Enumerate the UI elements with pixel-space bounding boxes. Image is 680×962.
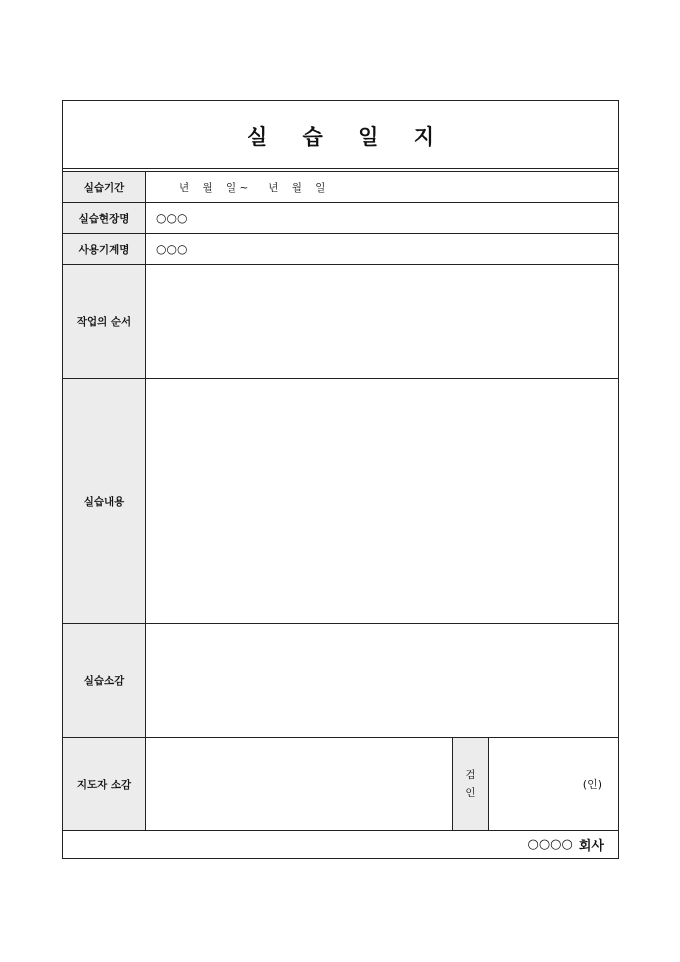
work-order-row	[63, 265, 618, 379]
seal-text: (인)	[582, 778, 602, 791]
site-field[interactable]: ○○○	[156, 211, 188, 225]
content-row	[63, 379, 618, 624]
stamp-label-bottom: 인	[465, 787, 476, 799]
stamp-label-top: 검	[465, 769, 476, 781]
site-label: 실습현장명	[63, 203, 146, 233]
stamp-box[interactable]	[489, 738, 618, 830]
supervisor-comment-field[interactable]	[146, 738, 453, 830]
machine-row	[63, 234, 618, 265]
impression-row	[63, 624, 618, 738]
company-name-placeholder: ○○○○	[527, 837, 573, 852]
impression-field[interactable]	[146, 624, 618, 737]
machine-label: 사용기계명	[63, 234, 146, 264]
company-footer	[63, 831, 618, 858]
supervisor-label: 지도자 소감	[63, 738, 146, 830]
title-row	[63, 101, 618, 172]
page-title: 실 습 일 지	[246, 125, 449, 149]
stamp-label	[453, 738, 489, 830]
work-order-label: 작업의 순서	[63, 265, 146, 378]
machine-field[interactable]: ○○○	[156, 242, 188, 256]
period-label: 실습기간	[63, 172, 146, 202]
supervisor-row	[63, 738, 618, 831]
period-row	[63, 172, 618, 203]
impression-label: 실습소감	[63, 624, 146, 737]
work-order-field[interactable]	[146, 265, 618, 378]
content-field[interactable]	[146, 379, 618, 623]
practice-log-form	[62, 100, 619, 859]
content-label: 실습내용	[63, 379, 146, 623]
period-field[interactable]: 년 월 일 ~ 년 월 일	[179, 181, 326, 194]
site-row	[63, 203, 618, 234]
company-suffix: 회사	[578, 839, 604, 854]
